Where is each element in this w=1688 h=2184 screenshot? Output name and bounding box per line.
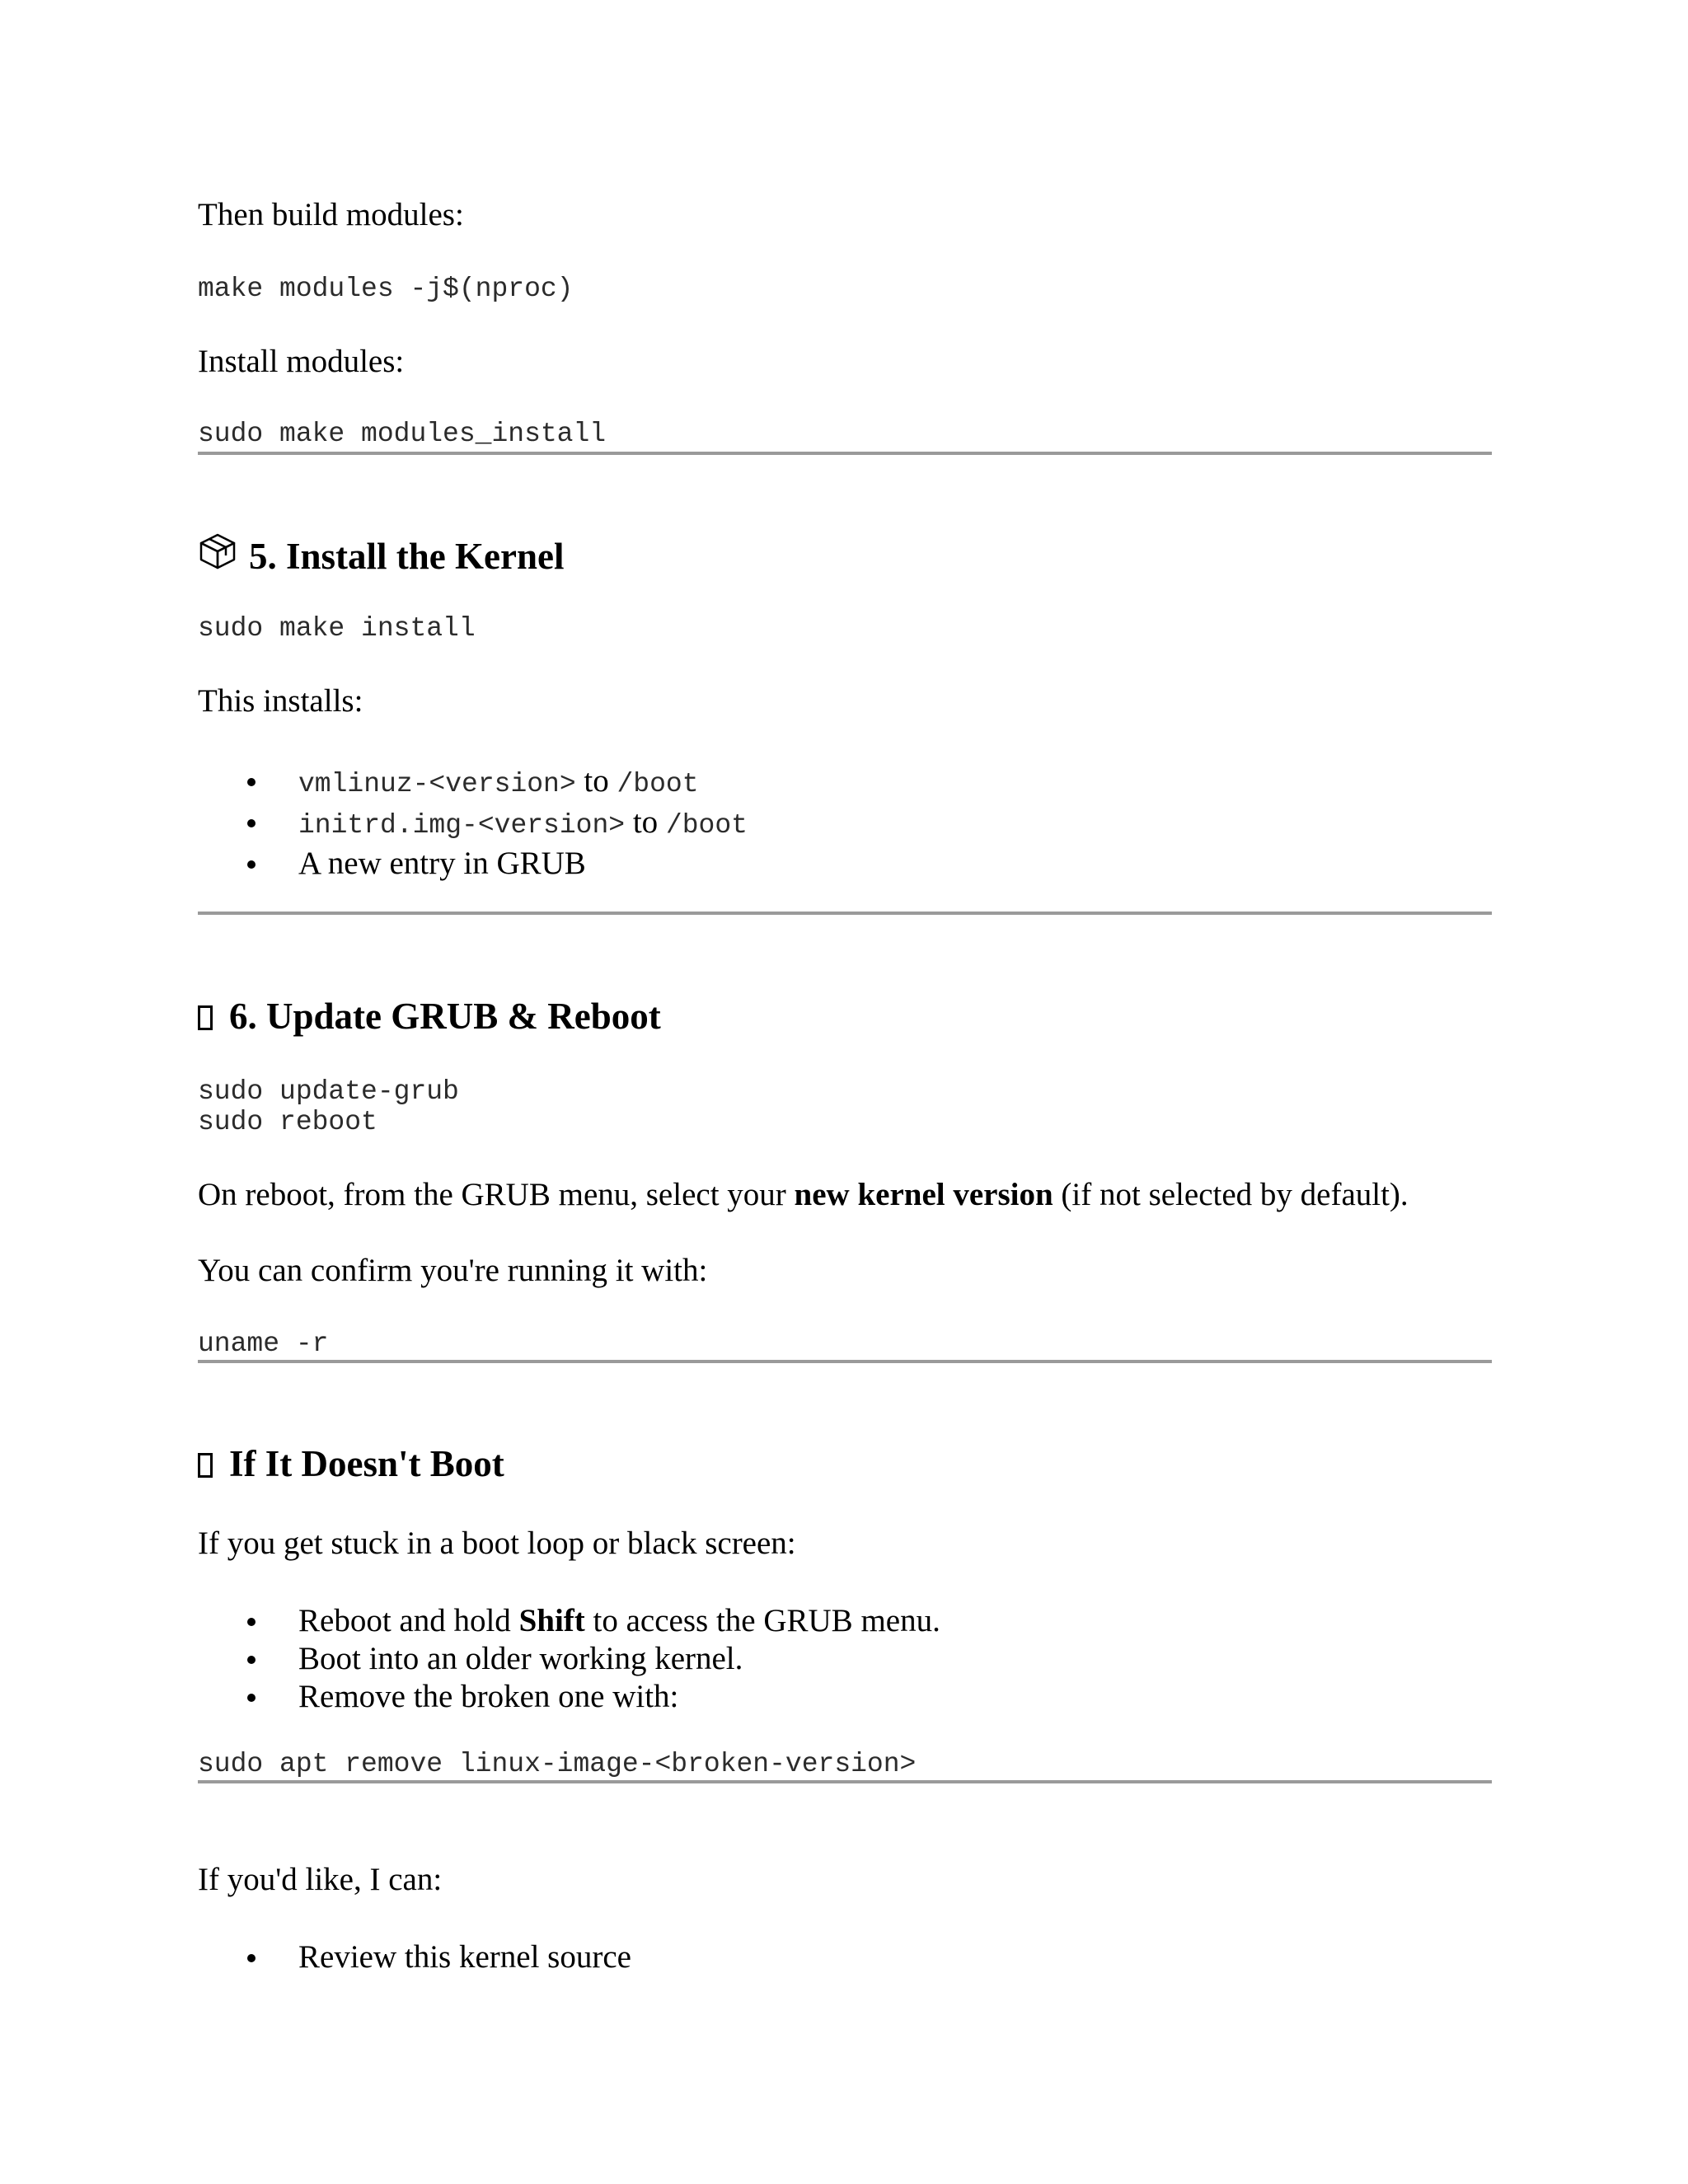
- list-item: A new entry in GRUB: [198, 845, 748, 883]
- heading-if-doesnt-boot: [198, 1441, 504, 1486]
- list-item: Review this kernel source: [198, 1938, 631, 1976]
- install-kernel-command: sudo make install: [198, 613, 476, 644]
- list-item: Boot into an older working kernel.: [198, 1640, 940, 1678]
- missing-glyph-icon: [198, 1453, 213, 1478]
- heading-install-kernel-text: 5. Install the Kernel: [249, 536, 565, 577]
- list-item: Remove the broken one with:: [198, 1678, 940, 1716]
- offer-text: If you'd like, I can:: [198, 1862, 443, 1897]
- section-divider: [198, 452, 1492, 455]
- reboot-instructions-text: On reboot, from the GRUB menu, select your new kernel version (if not selected by default).: [198, 1177, 1409, 1212]
- section-divider: [198, 1780, 1492, 1783]
- uname-command: uname -r: [198, 1329, 329, 1359]
- list-item: initrd.img-<version> to /boot: [198, 804, 748, 845]
- installs-list: [198, 762, 748, 883]
- build-modules-text: Then build modules:: [198, 197, 464, 232]
- list-item: vmlinuz-<version> to /boot: [198, 762, 748, 804]
- section-divider: [198, 912, 1492, 915]
- heading-update-grub-text: 6. Update GRUB & Reboot: [229, 996, 661, 1037]
- heading-if-doesnt-boot-text: If It Doesn't Boot: [229, 1443, 504, 1484]
- install-modules-command: sudo make modules_install: [198, 419, 607, 449]
- heading-update-grub: [198, 994, 661, 1038]
- boot-loop-text: If you get stuck in a boot loop or black screen:: [198, 1526, 796, 1561]
- list-item: Reboot and hold Shift to access the GRUB menu.: [198, 1602, 940, 1640]
- build-modules-command: make modules -j$(nproc): [198, 274, 574, 304]
- package-icon: [198, 532, 237, 581]
- install-modules-text: Install modules:: [198, 344, 405, 379]
- offer-list: [198, 1938, 631, 1976]
- update-grub-command: sudo update-grub: [198, 1076, 459, 1107]
- heading-install-kernel: [198, 532, 564, 581]
- missing-glyph-icon: [198, 1005, 213, 1030]
- this-installs-text: This installs:: [198, 683, 363, 719]
- apt-remove-command: sudo apt remove linux-image-<broken-version>: [198, 1749, 917, 1779]
- confirm-text: You can confirm you're running it with:: [198, 1253, 708, 1288]
- section-divider: [198, 1360, 1492, 1363]
- recovery-steps-list: [198, 1602, 940, 1716]
- reboot-command: sudo reboot: [198, 1107, 377, 1137]
